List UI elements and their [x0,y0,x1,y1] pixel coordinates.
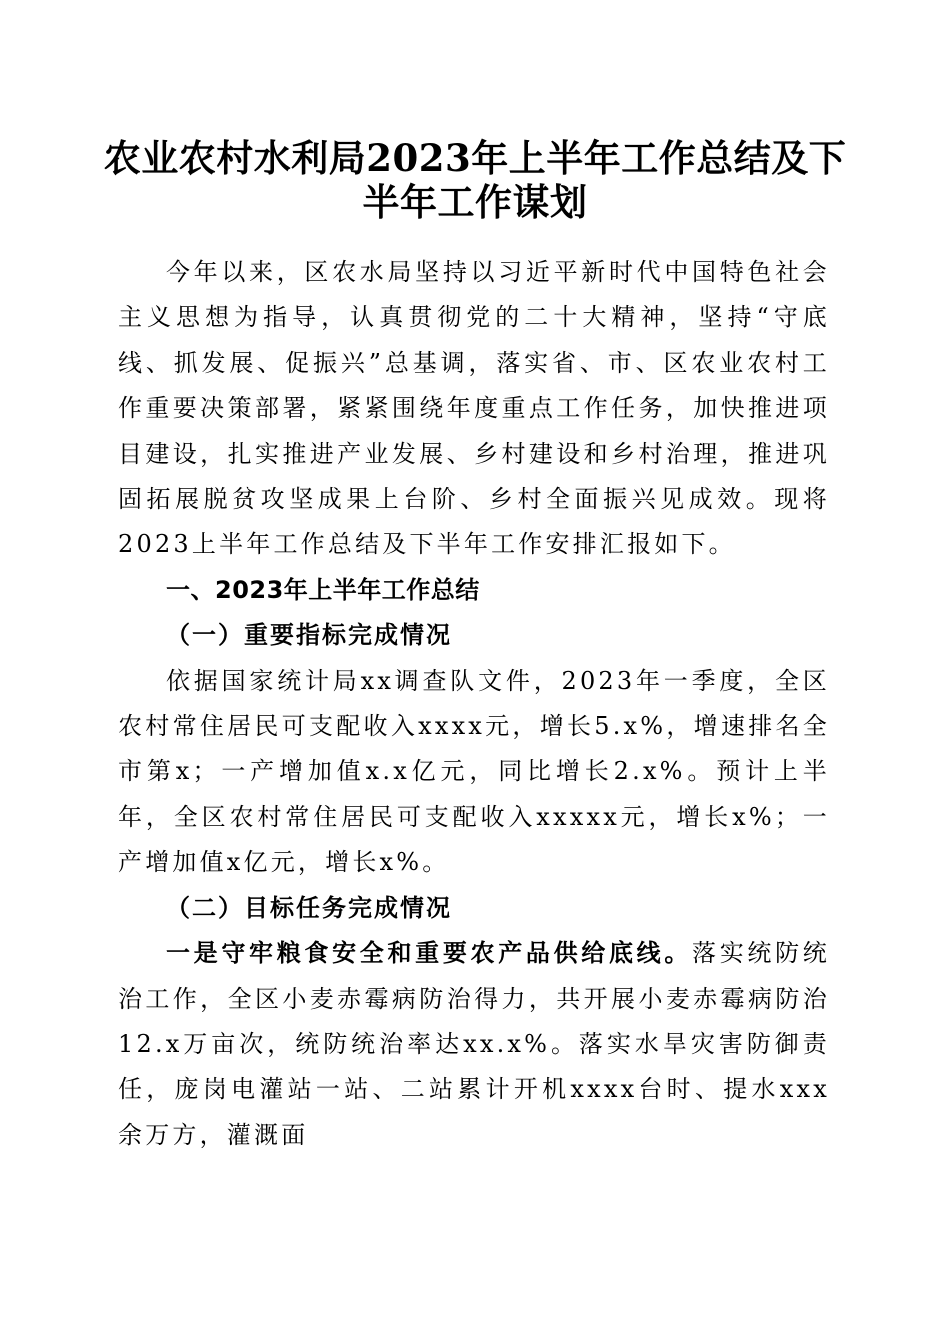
section-1-heading: 一、2023年上半年工作总结 [166,575,480,604]
item-1-body: 落实统防统治工作，全区小麦赤霉病防治得力，共开展小麦赤霉病防治12.x万亩次，统防统治率达xx.x%。落实水旱灾害防御责任，庞岗电灌站一站、二站累计开机xxxx台时、提水xxx余万方，灌溉面 [118,939,830,1149]
subsection-1-heading: （一）重要指标完成情况 [166,621,452,650]
item-1-lead: 一是守牢粮食安全和重要农产品供给底线。 [166,939,693,968]
item-1-paragraph [118,931,830,1158]
subsection-2-heading: （二）目标任务完成情况 [166,893,452,922]
document-title-line-2: 半年工作谋划 [362,180,588,224]
subsection-1-paragraph: 依据国家统计局xx调查队文件，2023年一季度，全区农村常住居民可支配收入xxxx元，增长5.x%，增速排名全市第x；一产增加值x.x亿元，同比增长2.x%。预计上半年，全区农村常住居民可支配收入xxxxx元，增长x%；一产增加值x亿元，增长x%。 [118,666,830,877]
document-title [100,136,850,224]
intro-paragraph: 今年以来，区农水局坚持以习近平新时代中国特色社会主义思想为指导，认真贯彻党的二十大精神，坚持“守底线、抓发展、促振兴”总基调，落实省、市、区农业农村工作重要决策部署，紧紧围绕年度重点工作任务，加快推进项目建设，扎实推进产业发展、乡村建设和乡村治理，推进巩固拓展脱贫攻坚成果上台阶、乡村全面振兴见成效。现将2023上半年工作总结及下半年工作安排汇报如下。 [118,258,830,559]
document-body [118,250,830,1158]
document-title-line-1: 农业农村水利局2023年上半年工作总结及下 [103,136,847,180]
